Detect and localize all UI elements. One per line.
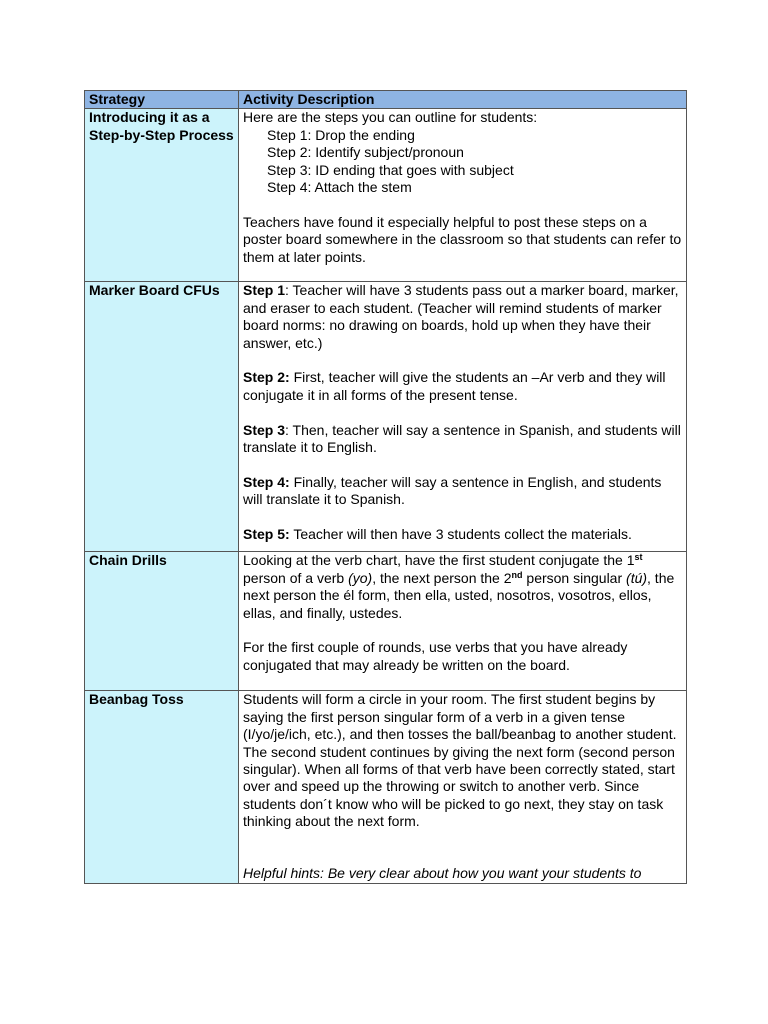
teacher-note: Teachers have found it especially helpful to post these steps on a poster board somewhere in the classroom so that students can refer to them at later points. bbox=[243, 213, 682, 265]
step-label: Step 1 bbox=[243, 282, 286, 299]
step-label: Step 3 bbox=[243, 421, 286, 438]
step-item: Step 1: Drop the ending bbox=[267, 126, 415, 143]
chain-drill-tip: For the first couple of rounds, use verbs that you have already conjugated that may already be written on the board. bbox=[243, 639, 628, 673]
table-row bbox=[85, 691, 687, 883]
step-paragraph: Step 4: Finally, teacher will say a sentence in English, and students will translate it to Spanish. bbox=[243, 473, 662, 508]
strategy-cell: Introducing it as a Step-by-Step Process bbox=[85, 109, 239, 282]
helpful-hints: Helpful hints: Be very clear about how you want your students to bbox=[243, 865, 642, 882]
description-cell bbox=[239, 109, 687, 282]
steps-intro: Here are the steps you can outline for students: bbox=[243, 109, 538, 126]
description-cell bbox=[239, 552, 687, 691]
description-cell bbox=[239, 691, 687, 883]
step-paragraph: Step 3: Then, teacher will say a sentence in Spanish, and students will translate it to English. bbox=[243, 421, 681, 456]
table-row bbox=[85, 552, 687, 691]
step-label: Step 4: bbox=[243, 473, 290, 490]
description-cell bbox=[239, 282, 687, 552]
step-paragraph: Step 5: Teacher will then have 3 students collect the materials. bbox=[243, 526, 632, 543]
step-paragraph: Step 2: First, teacher will give the students an –Ar verb and they will conjugate it in all forms of the present tense. bbox=[243, 369, 666, 403]
step-paragraph: Step 1: Teacher will have 3 students pass out a marker board, marker, and eraser to each student. (Teacher will remind students of marker board norms: no drawing on boards, hold up when they have their answer, etc.) bbox=[243, 282, 679, 351]
step-label: Step 5: bbox=[243, 526, 290, 543]
strategy-cell: Chain Drills bbox=[85, 552, 239, 691]
beanbag-paragraph: Students will form a circle in your room. The first student begins by saying the first person singular form of a verb in a given tense (I/yo/je/ich, etc.), and then tosses the ball/beanbag to another student. The second student continues by giving the next form (second person singular). When all forms of that verb have been correctly stated, start over and speed up the throwing or switch to another verb. Since students don´t know who will be picked to go next, they stay on task thinking about the next form. bbox=[243, 691, 677, 830]
step-label: Step 2: bbox=[243, 369, 290, 386]
table-row bbox=[85, 109, 687, 282]
strategy-cell: Marker Board CFUs bbox=[85, 282, 239, 552]
header-activity-description: Activity Description bbox=[239, 91, 687, 109]
step-item: Step 2: Identify subject/pronoun bbox=[267, 144, 464, 161]
strategy-cell: Beanbag Toss bbox=[85, 691, 239, 883]
step-item: Step 3: ID ending that goes with subject bbox=[267, 161, 514, 178]
strategy-table bbox=[84, 90, 687, 884]
table-row bbox=[85, 282, 687, 552]
chain-drill-paragraph: Looking at the verb chart, have the first student conjugate the 1st person of a verb (yo), the next person the 2nd person singular (tú), the next person the él form, then ella, usted, nosotros, vosotros, ellos, ellas, and finally, ustedes. bbox=[243, 552, 675, 621]
step-item: Step 4: Attach the stem bbox=[267, 179, 412, 196]
header-row bbox=[85, 91, 687, 109]
header-strategy: Strategy bbox=[85, 91, 239, 109]
